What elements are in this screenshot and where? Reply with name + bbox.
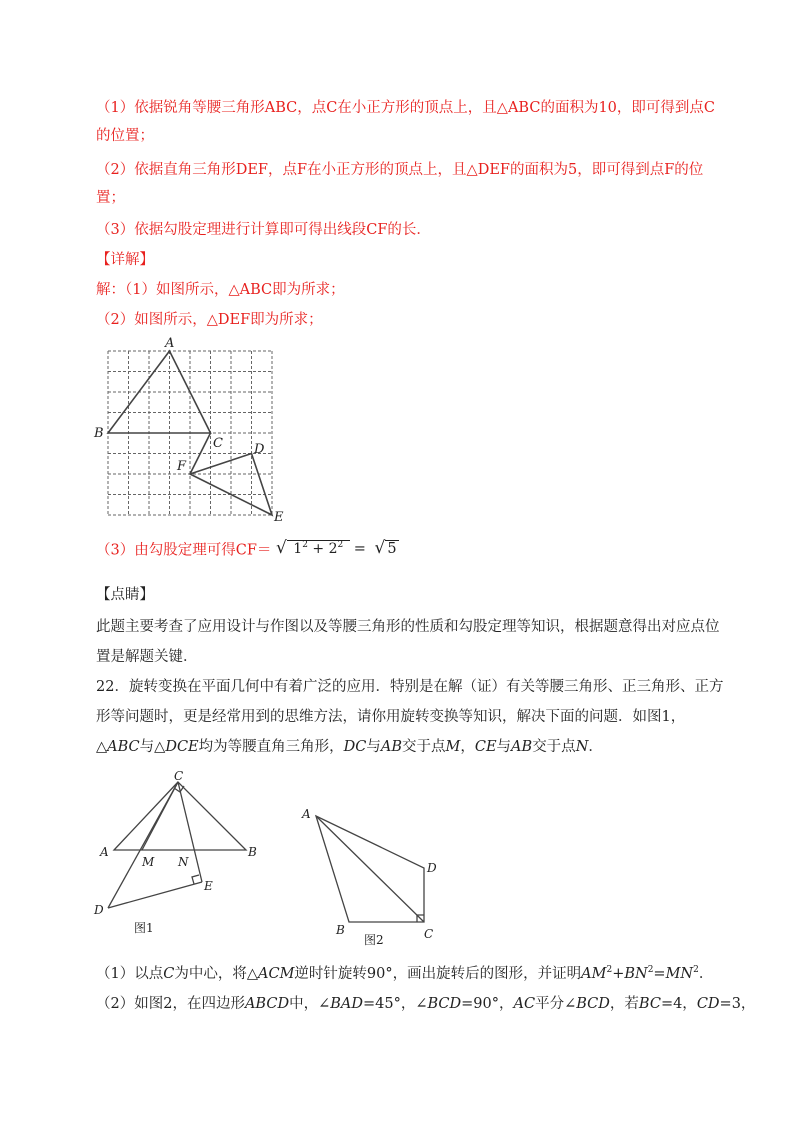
fig1-label-n: N [178,855,189,869]
sqrt-inner-a: 1 [293,541,303,557]
fig2-label-a: A [302,807,311,821]
sqrt-plus: + [312,541,325,557]
analysis-p2-line2: 置； [96,190,125,206]
label-f: F [177,459,187,474]
fig1-line-de [108,882,202,908]
sqrt-inner-b: 2 [328,541,338,557]
detail-line1: 解：（1）如图所示，△ABC即为所求； [96,282,345,298]
analysis-p3: （3）依据勾股定理进行计算即可得出线段CF的长． [96,222,431,238]
analysis-p2-line1: （2）依据直角三角形DEF，点F在小正方形的顶点上，且△DEF的面积为5，即可得到点F的位 [96,162,704,178]
fig1-label-b: B [248,845,257,859]
figure-2 [296,800,446,950]
fig1-label-a: A [100,845,109,859]
fig2-label-d: D [427,861,437,875]
fig1-label-m: M [142,855,155,869]
cf-formula: √ $1^2 + 2^2$ = √ 5 [276,538,397,558]
question-2: （2）如图2，在四边形ABCD中，∠BAD=45°，∠BCD=90°，AC平分∠BCD，若BC=4，CD=3， [96,996,756,1012]
problem22-line2: 形等问题时，更是经常用到的思维方法，请你用旋转变换等知识，解决下面的问题．如图1， [96,709,686,725]
fig1-label-c: C [174,769,184,783]
sqrt-result: 5 [387,541,397,557]
fig2-label-c: C [424,927,434,941]
label-e: E [274,510,284,525]
comment-line2: 置是解题关键． [96,649,198,665]
equals-sign: = [353,541,366,557]
label-c: C [213,436,223,451]
fig1-line-cm [142,782,178,850]
sqrt-exp-a: 2 [302,540,308,550]
grid-triangle-figure [90,336,300,526]
comment-heading: 【点睛】 [96,587,154,603]
label-a: A [165,336,175,351]
problem22-line3: △ABC与△DCE均为等腰直角三角形，DC与AB交于点M，CE与AB交于点N． [96,739,603,755]
figure-1 [90,768,270,938]
fig1-label-d: D [94,903,104,917]
label-b: B [94,426,104,441]
detail-line3-prefix: （3）由勾股定理可得CF＝ [96,542,272,559]
detail-heading: 【详解】 [96,252,154,268]
fig2-label-b: B [336,923,345,937]
comment-line1: 此题主要考查了应用设计与作图以及等腰三角形的性质和勾股定理等知识，根据题意得出对应点位 [96,619,720,635]
detail-line3 [96,540,399,561]
detail-line2: （2）如图所示，△DEF即为所求； [96,312,323,328]
label-d: D [254,442,265,457]
sqrt-exp-b: 2 [337,540,344,550]
fig1-caption: 图1 [134,921,154,935]
question-1: （1）以点C为中心，将△ACM逆时针旋转90°，画出旋转后的图形，并证明$AM^2+BN^2=MN^2$． [96,965,714,982]
fig2-caption: 图2 [364,933,384,947]
analysis-p1-line2: 的位置； [96,128,154,144]
problem22-line1: 22．旋转变换在平面几何中有着广泛的应用．特别是在解（证）有关等腰三角形、正三角形、正方 [96,679,724,695]
fig1-label-e: E [204,879,213,893]
analysis-p1-line1: （1）依据锐角等腰三角形ABC，点C在小正方形的顶点上，且△ABC的面积为10，即可得到点C [96,100,715,116]
